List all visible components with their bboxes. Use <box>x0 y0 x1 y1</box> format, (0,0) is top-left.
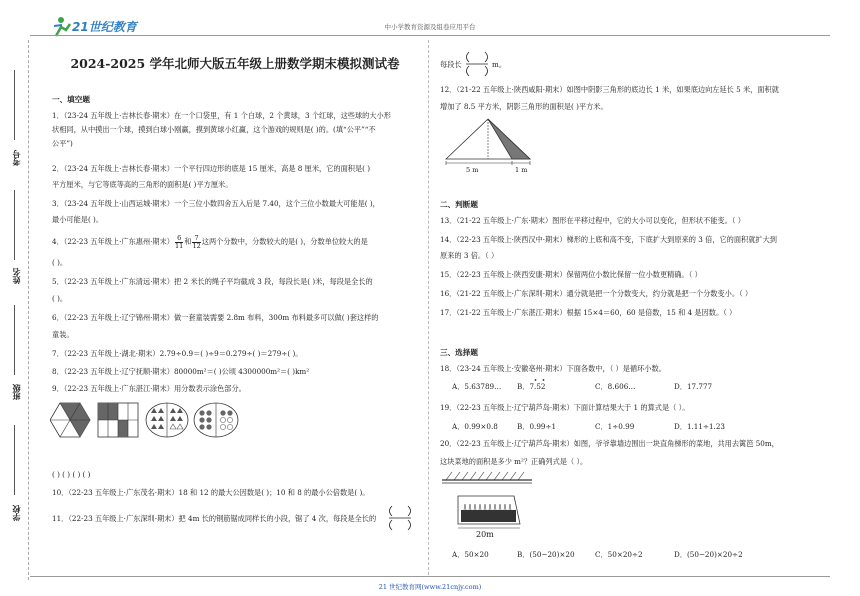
q9-figures <box>50 401 250 441</box>
q18-option-b: B．7.52 <box>517 382 546 391</box>
q4-fraction-a <box>175 235 183 250</box>
q13: 13．（21-22 五年级上·广东·期末）图形在平移过程中，它的大小可以变化，但形状不能变。（ ） <box>440 216 745 225</box>
q18-stem: 18．（23-24 五年级上·安徽亳州·期末）下面各数中，（ ）是循环小数。 <box>440 364 666 373</box>
q9-blanks: ( ) ( ) ( ) ( ) <box>52 470 91 479</box>
q19-option-d: D．1.11÷1.23 <box>674 422 725 431</box>
column-divider <box>428 40 429 575</box>
q9-line1: 9．（22-23 五年级上·广东湛江·期末）用分数表示涂色部分。 <box>52 384 246 393</box>
side-line-2 <box>14 190 15 260</box>
q5-line1: 5．（22-23 五年级上·广东清远·期末）把 2 米长的绳子平均截成 3 段，每段长是( )米，每段是全长的 <box>52 277 373 286</box>
side-label-school: 学校 <box>11 505 21 521</box>
platform-name: 中小学教育资源及组卷应用平台 <box>384 23 476 31</box>
side-label-class: 班级 <box>11 384 21 400</box>
q4-fraction-b <box>192 235 200 250</box>
q19-stem: 19．（22-23 五年级上·辽宁葫芦岛·期末）下面计算结果大于 1 的算式是（ ）。 <box>440 403 690 412</box>
footer-rule <box>30 576 830 577</box>
q19-option-b: B．0.99÷1 <box>517 422 557 431</box>
oval-triangles-figure <box>146 403 188 437</box>
q1-line3: 公平”) <box>52 139 73 148</box>
section-fill: 一、填空题 <box>52 95 90 104</box>
q11-continuation: 每段长 <box>440 60 462 69</box>
q4-fraction-b-num: 7 <box>194 233 199 242</box>
q1-line2: 状相同，从中摸出一个球，摸到白球小刚赢，摸到黄球小红赢，这个游戏的规则是( )的。(填“公平”“不 <box>52 125 376 134</box>
q7-line1: 7．（22-23 五年级上·湖北·期末）2.79÷0.9＝( )÷9＝0.279÷( )＝279÷( )。 <box>52 349 303 358</box>
q20-option-a: A．50×20 <box>452 550 489 559</box>
q14-line2: 原来的 3 倍。（ ） <box>440 251 499 260</box>
side-label-name: 姓名 <box>11 268 21 284</box>
side-line-1 <box>14 70 15 140</box>
q2-line1: 2．（23-24 五年级上·吉林长春·期末）一个平行四边形的底是 15 厘米，高是 8 厘米，它的面积是( ) <box>52 164 371 173</box>
q2-line2: 平方厘米，与它等底等高的三角形的面积是( )平方厘米。 <box>52 180 233 189</box>
q19-option-c: C．1÷0.99 <box>595 422 635 431</box>
q1-line1: 1．（23-24 五年级上·吉林长春·期末）在一个口袋里，有 1 个白球，2 个黄球，3 个红球，这些球的大小形 <box>52 111 391 120</box>
q17: 17．（21-22 五年级上·广东湛江·期末）根据 15×4＝60，60 是倍数，15 和 4 是因数。（ ） <box>440 308 737 317</box>
q18-option-c: C．8.606… <box>595 382 636 391</box>
section-choice: 三、选择题 <box>440 348 478 357</box>
q11-line1: 11．（22-23 五年级上·广东深圳·期末）把 4m 长的钢筋锯成同样长的小段，锯了 4 次，每段是全长的 <box>52 514 377 523</box>
q19-option-a: A．0.99×0.8 <box>452 422 498 431</box>
wall-hatching <box>446 472 524 480</box>
q6-line2: 童装。 <box>52 330 74 339</box>
q15: 15．（22-23 五年级上·陕西安康·期末）保留两位小数比保留一位小数更精确。（ ） <box>440 270 702 279</box>
q14-line1: 14．（22-23 五年级上·陕西汉中·期末）梯形的上底和高不变，下底扩大到原来的 3 倍，它的面积就扩大到 <box>440 235 777 244</box>
q6-line1: 6．（22-23 五年级上·辽宁锦州·期末）做一套童装需要 2.8m 布料，300m 布料最多可以做( )套这样的 <box>52 313 379 322</box>
q4-pre: 4．（22-23 五年级上·广东惠州·期末） <box>52 237 174 246</box>
q12-line2: 增加了 8.5 平方米，阴影三角形的面积是( )平方米。 <box>440 102 608 111</box>
q12-label-1m: 1 m <box>515 166 528 174</box>
grid-figure <box>98 403 138 437</box>
q20-line1: 20．（22-23 五年级上·辽宁葫芦岛·期末）如图，爷爷靠墙边围出一块直角梯形的菜地，共用去篱笆 50m， <box>440 439 779 448</box>
q20-option-d: D．(50−20)×20÷2 <box>674 550 743 559</box>
q20-option-c: C．50×20÷2 <box>595 550 643 559</box>
q3-line1: 3．（23-24 五年级上·山西运城·期末）一个三位小数四舍五入后是 7.40，这个三位小数最大可能是( )， <box>52 199 380 208</box>
q10-line1: 10．（22-23 五年级上·广东茂名·期末）18 和 12 的最大公因数是( )；10 和 8 的最小公倍数是( )。 <box>52 488 370 497</box>
q4-line2: ( )。 <box>52 258 68 267</box>
q11-fraction-blank <box>386 503 414 533</box>
q12-label-5m: 5 m <box>466 166 479 174</box>
q11-unit: m。 <box>492 60 507 69</box>
q18-option-a: A．5.63789… <box>452 382 502 391</box>
hexagon-figure <box>50 403 90 437</box>
q20-label-20m: 20m <box>476 530 494 539</box>
q8-line1: 8．（22-23 五年级上·辽宁抚顺·期末）80000m²＝( )公顷 4300000m²＝( )km² <box>52 367 310 376</box>
q4-post: 这两个分数中，分数较大的是( )，分数单位较大的是 <box>201 237 368 246</box>
q20-option-b: B．(50−20)×20 <box>517 550 575 559</box>
footer-link[interactable]: 21 世纪教育网(www.21cnjy.com) <box>378 583 482 591</box>
side-line-4 <box>14 425 15 495</box>
q11-length-fraction-blank <box>463 49 491 79</box>
q16: 16．（21-22 五年级上·广东深圳·期末）通分就是把一个分数变大，约分就是把一个分数变小。（ ） <box>440 289 753 298</box>
section-judge: 二、判断题 <box>440 200 478 209</box>
side-label-exam-no: 考号 <box>11 150 21 166</box>
side-line-3 <box>14 305 15 375</box>
exam-title: 2024-2025 学年北师大版五年级上册数学期末模拟测试卷 <box>70 56 400 71</box>
header-rule <box>30 35 830 36</box>
q18-repeating-dots <box>533 378 547 383</box>
q3-line2: 最小可能是( )。 <box>52 215 104 224</box>
q4-mid: 和 <box>184 237 192 246</box>
q18-option-d: D．17.777 <box>674 382 713 391</box>
q5-line2: ( )。 <box>52 294 68 303</box>
binding-line <box>28 40 29 580</box>
q4-fraction-b-den: 12 <box>192 241 201 250</box>
q20-line2: 这块菜地的面积是多少 m²？正确列式是（ ）。 <box>440 457 588 466</box>
q4-line1 <box>52 234 368 250</box>
q4-fraction-a-num: 6 <box>177 233 182 242</box>
logo-text: 21世纪教育 <box>72 20 137 34</box>
q4-fraction-a-den: 11 <box>175 241 184 250</box>
oval-circles-figure <box>194 403 238 437</box>
q12-line1: 12．（21-22 五年级上·陕西咸阳·期末）如图中阴影三角形的底边长 1 米，如果底边向左延长 5 米，面积就 <box>440 85 779 94</box>
